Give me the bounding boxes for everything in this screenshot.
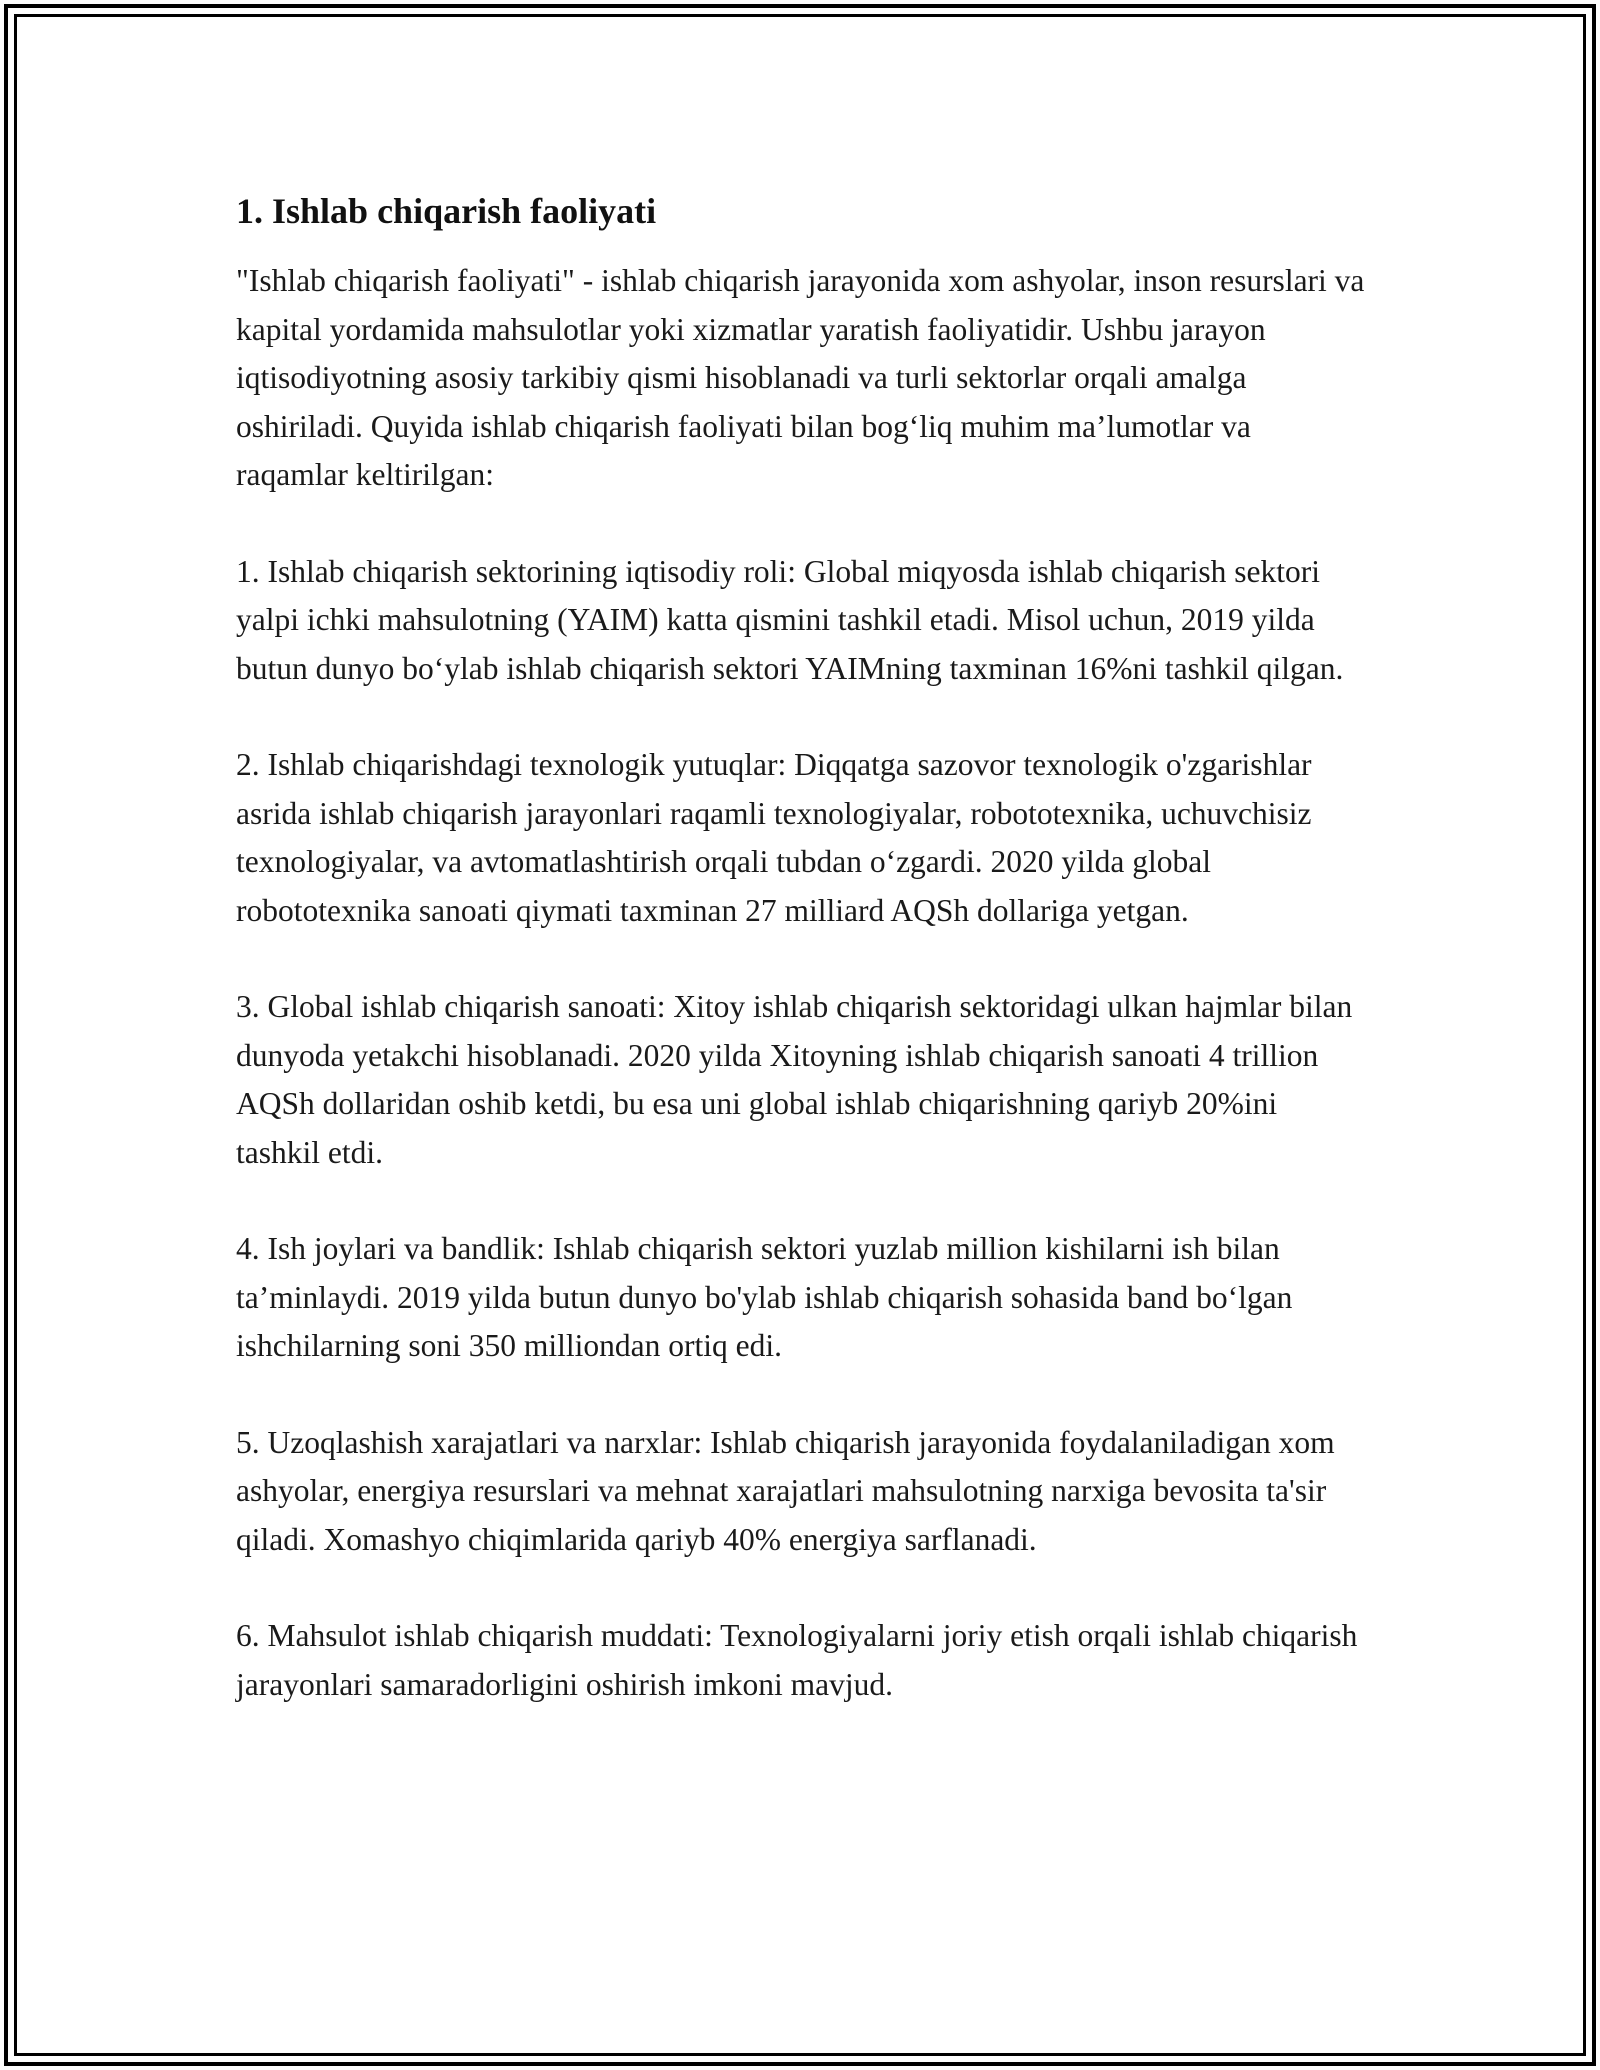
point-2-paragraph: 2. Ishlab chiqarishdagi texnologik yutuqlar: Diqqatga sazovor texnologik o'zgarishlar asrida ishlab chiqarish jarayonlari raqamli texnologiyalar, robototexnika, uchuvchisiz texnologiyalar, va avtomatlashtirish orqali tubdan o‘zgardi. 2020 yilda global robototexnika sanoati qiymati taxminan 27 milliard AQSh dollariga yetgan. (236, 747, 1312, 928)
point-4-paragraph: 4. Ish joylari va bandlik: Ishlab chiqarish sektori yuzlab million kishilarni ish bilan ta’minlaydi. 2019 yilda butun dunyo bo'ylab ishlab chiqarish sohasida band bo‘lgan ishchilarning soni 350 milliondan ortiq edi. (236, 1231, 1293, 1363)
document-body (236, 187, 1366, 1709)
point-6-paragraph: 6. Mahsulot ishlab chiqarish muddati: Texnologiyalarni joriy etish orqali ishlab chiqarish jarayonlari samaradorligini oshirish imkoni mavjud. (236, 1618, 1358, 1702)
point-5-paragraph: 5. Uzoqlashish xarajatlari va narxlar: Ishlab chiqarish jarayonida foydalaniladigan xom ashyolar, energiya resurslari va mehnat xarajatlari mahsulotning narxiga bevosita ta'sir qiladi. Xomashyo chiqimlarida qariyb 40% energiya sarflanadi. (236, 1424, 1335, 1557)
point-3-paragraph: 3. Global ishlab chiqarish sanoati: Xitoy ishlab chiqarish sektoridagi ulkan hajmlar bilan dunyoda yetakchi hisoblanadi. 2020 yilda Xitoyning ishlab chiqarish sanoati 4 trillion AQSh dollaridan oshib ketdi, bu esa uni global ishlab chiqarishning qariyb 20%ini tashkil etdi. (236, 989, 1353, 1170)
point-1-paragraph: 1. Ishlab chiqarish sektorining iqtisodiy roli: Global miqyosda ishlab chiqarish sektori yalpi ichki mahsulotning (YAIM) katta qismini tashkil etadi. Misol uchun, 2019 yilda butun dunyo bo‘ylab ishlab chiqarish sektori YAIMning taxminan 16%ni tashkil qilgan. (236, 553, 1344, 686)
document-title: 1. Ishlab chiqarish faoliyati (236, 191, 657, 231)
intro-paragraph: "Ishlab chiqarish faoliyati" - ishlab chiqarish jarayonida xom ashyolar, inson resurslari va kapital yordamida mahsulotlar yoki xizmatlar yaratish faoliyatidir. Ushbu jarayon iqtisodiyotning asosiy tarkibiy qismi hisoblanadi va turli sektorlar orqali amalga oshiriladi. Quyida ishlab chiqarish faoliyati bilan bog‘liq muhim ma’lumotlar va raqamlar keltirilgan: (236, 263, 1365, 492)
